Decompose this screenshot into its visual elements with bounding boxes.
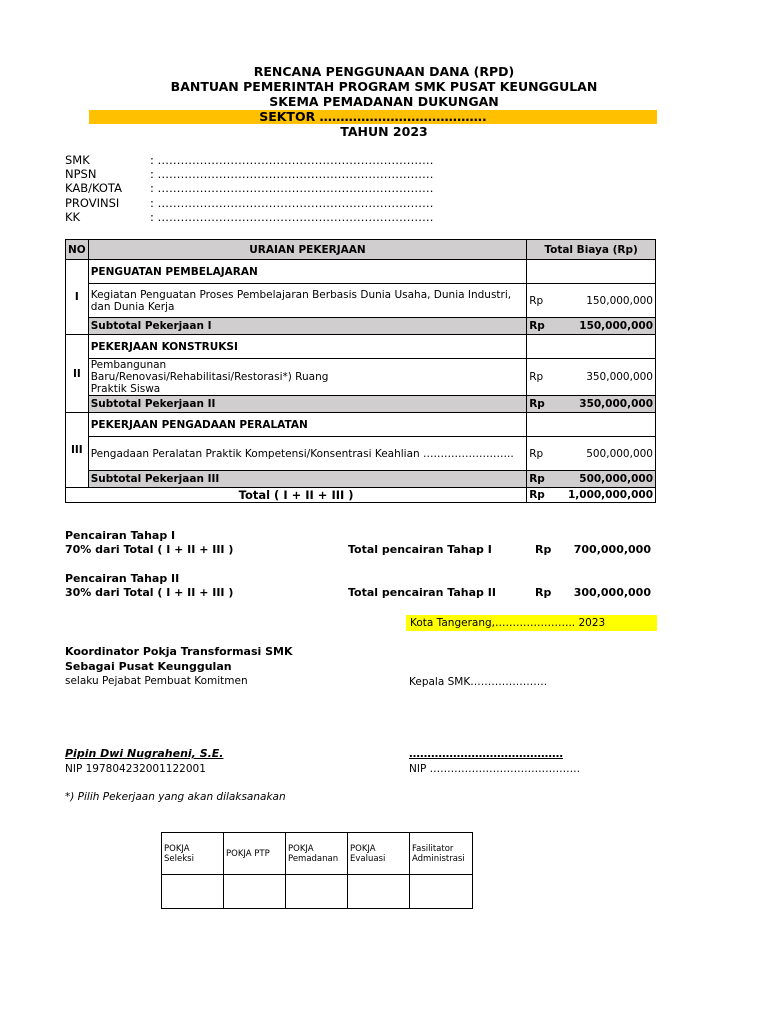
- currency-label: Rp: [529, 473, 545, 485]
- sektor-banner: SEKTOR ………………………………….: [89, 110, 657, 124]
- pokja-sign-cell[interactable]: [410, 875, 473, 909]
- table-row: [66, 284, 656, 318]
- item-desc-text: Pembangunan Baru/Renovasi/Rehabilitasi/Restorasi*) Ruang Praktik Siswa: [90, 359, 329, 395]
- pencairan-amount: 700,000,000: [573, 543, 651, 556]
- section-heading: PEKERJAAN PENGADAAN PERALATAN: [88, 413, 526, 437]
- signer-left-title: Koordinator Pokja Transformasi SMK: [65, 645, 293, 658]
- identity-row: [65, 210, 434, 224]
- signer-left-role: selaku Pejabat Pembuat Komitmen: [65, 675, 248, 687]
- header-no: NO: [66, 240, 89, 260]
- pokja-header-row: [162, 833, 473, 875]
- amount: 150,000,000: [586, 294, 653, 307]
- subtotal-label: Subtotal Pekerjaan I: [88, 318, 526, 335]
- signer-right-role: Kepala SMK………………….: [409, 676, 548, 688]
- subtotal-cost: [527, 471, 656, 488]
- item-desc: [88, 359, 526, 396]
- identity-label: KAB/KOTA: [65, 181, 122, 195]
- pencairan-currency: Rp: [535, 586, 552, 599]
- pencairan-label: Total pencairan Tahap I: [348, 543, 492, 556]
- identity-value: : ………………………………………………………………: [150, 167, 434, 181]
- pokja-table: [161, 832, 473, 909]
- signer-right-name: ……………………………………: [409, 747, 563, 760]
- identity-label: KK: [65, 210, 81, 224]
- currency-label: Rp: [529, 398, 545, 410]
- subtotal-label: Subtotal Pekerjaan III: [88, 471, 526, 488]
- subtotal-row: [66, 396, 656, 413]
- section-heading: PENGUATAN PEMBELAJARAN: [88, 260, 526, 284]
- table-row: [66, 335, 656, 359]
- subtotal-row: [66, 318, 656, 335]
- pokja-cell: POKJA Evaluasi: [348, 833, 410, 875]
- signer-left-subtitle: Sebagai Pusat Keunggulan: [65, 660, 232, 673]
- item-desc: Pengadaan Peralatan Praktik Kompetensi/Konsentrasi Keahlian ……………………..: [88, 437, 526, 471]
- amount: 150,000,000: [579, 320, 653, 332]
- identity-label: SMK: [65, 153, 90, 167]
- empty-cell: [527, 413, 656, 437]
- budget-table: [65, 239, 656, 503]
- pencairan-formula: 70% dari Total ( I + II + III ): [65, 543, 234, 556]
- currency-label: Rp: [529, 447, 544, 460]
- table-row: [66, 413, 656, 437]
- doc-subtitle: BANTUAN PEMERINTAH PROGRAM SMK PUSAT KEUNGGULAN: [170, 79, 598, 94]
- item-cost: [527, 437, 656, 471]
- doc-year: TAHUN 2023: [340, 124, 428, 139]
- pencairan-formula: 30% dari Total ( I + II + III ): [65, 586, 234, 599]
- amount: 350,000,000: [586, 371, 653, 383]
- pencairan-label: Total pencairan Tahap II: [348, 586, 496, 599]
- place-date: Kota Tangerang,………………….. 2023: [406, 615, 657, 631]
- section-no: I: [66, 260, 89, 335]
- pokja-sign-cell[interactable]: [286, 875, 348, 909]
- total-cost: [527, 488, 656, 503]
- identity-row: [65, 181, 434, 195]
- empty-cell: [527, 335, 656, 359]
- item-cost: [527, 284, 656, 318]
- subtotal-cost: [527, 396, 656, 413]
- identity-label: PROVINSI: [65, 196, 120, 210]
- identity-value: : ………………………………………………………………: [150, 153, 434, 167]
- pokja-cell: Fasilitator Administrasi: [410, 833, 473, 875]
- section-no: II: [66, 335, 89, 413]
- footnote: *) Pilih Pekerjaan yang akan dilaksanakan: [65, 791, 286, 803]
- signer-right-nip: NIP …………………………………….: [409, 763, 580, 775]
- pokja-cell: POKJA PTP: [224, 833, 286, 875]
- pencairan-amount: 300,000,000: [573, 586, 651, 599]
- empty-cell: [527, 260, 656, 284]
- pokja-cell: POKJA Seleksi: [162, 833, 224, 875]
- identity-value: : ………………………………………………………………: [150, 210, 434, 224]
- subtotal-cost: [527, 318, 656, 335]
- section-no: III: [66, 413, 89, 488]
- table-row: [66, 260, 656, 284]
- pokja-sign-cell[interactable]: [162, 875, 224, 909]
- table-row: [66, 437, 656, 471]
- table-header: [66, 240, 656, 260]
- total-label: Total ( I + II + III ): [66, 488, 527, 503]
- total-row: [66, 488, 656, 503]
- identity-value: : ………………………………………………………………: [150, 196, 434, 210]
- doc-title: RENCANA PENGGUNAAN DANA (RPD): [253, 64, 515, 79]
- table-row: [66, 359, 656, 396]
- amount: 500,000,000: [579, 473, 653, 485]
- header-biaya: Total Biaya (Rp): [527, 240, 656, 260]
- identity-row: [65, 167, 434, 181]
- section-heading: PEKERJAAN KONSTRUKSI: [88, 335, 526, 359]
- identity-row: [65, 153, 434, 167]
- currency-label: Rp: [529, 489, 545, 501]
- pokja-cell: POKJA Pemadanan: [286, 833, 348, 875]
- signer-left-nip: NIP 197804232001122001: [65, 763, 206, 775]
- identity-label: NPSN: [65, 167, 97, 181]
- item-desc: Kegiatan Penguatan Proses Pembelajaran Berbasis Dunia Usaha, Dunia Industri, dan Dunia Kerja: [88, 284, 526, 318]
- currency-label: Rp: [529, 294, 544, 307]
- subtotal-row: [66, 471, 656, 488]
- currency-label: Rp: [529, 320, 545, 332]
- item-cost: [527, 359, 656, 396]
- pokja-sign-row: [162, 875, 473, 909]
- pokja-sign-cell[interactable]: [348, 875, 410, 909]
- pencairan-title: Pencairan Tahap II: [65, 572, 180, 585]
- amount: 500,000,000: [586, 447, 653, 460]
- amount: 1,000,000,000: [567, 489, 653, 501]
- header-uraian: URAIAN PEKERJAAN: [88, 240, 526, 260]
- currency-label: Rp: [529, 371, 544, 383]
- pencairan-title: Pencairan Tahap I: [65, 529, 176, 542]
- identity-value: : ………………………………………………………………: [150, 181, 434, 195]
- doc-scheme: SKEMA PEMADANAN DUKUNGAN: [269, 94, 499, 109]
- pencairan-currency: Rp: [535, 543, 552, 556]
- signer-left-name: Pipin Dwi Nugraheni, S.E.: [65, 747, 224, 760]
- identity-row: [65, 196, 434, 210]
- amount: 350,000,000: [579, 398, 653, 410]
- pokja-sign-cell[interactable]: [224, 875, 286, 909]
- subtotal-label: Subtotal Pekerjaan II: [88, 396, 526, 413]
